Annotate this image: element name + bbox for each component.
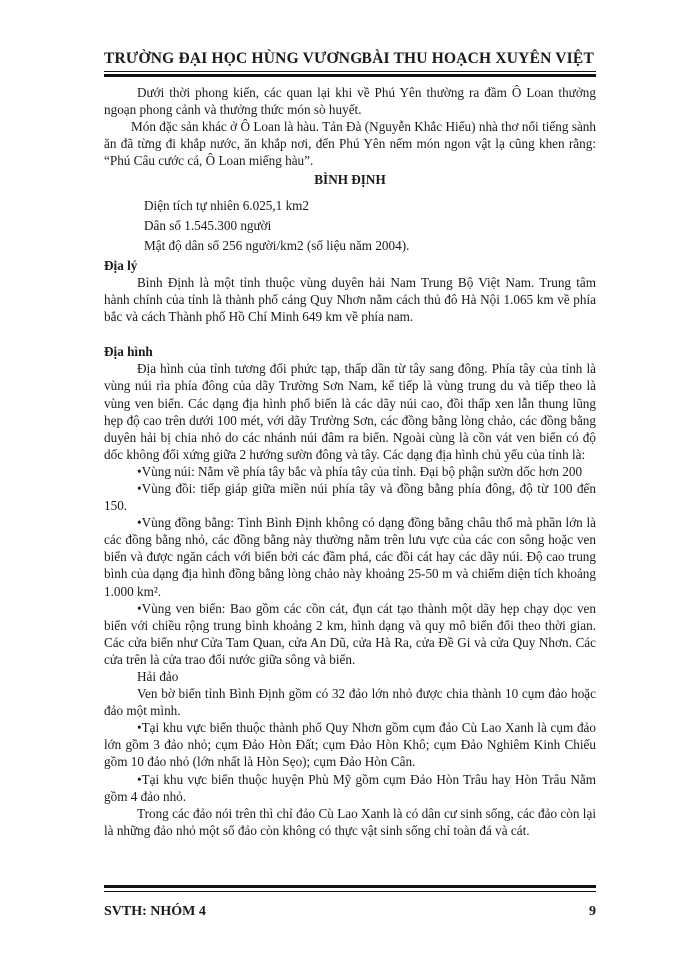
page-number: 9 — [589, 904, 596, 919]
bullet-vung-nui: •Vùng núi: Nằm về phía tây bắc và phía tây của tỉnh. Đại bộ phận sườn dốc hơn 200 — [137, 463, 583, 479]
heading-dia-hinh: Địa hình — [104, 344, 153, 360]
heading-dia-ly: Địa lý — [104, 257, 138, 273]
hai-dao-paragraph: Ven bờ biển tỉnh Bình Định gồm có 32 đảo lớn nhỏ được chia thành 10 cụm đảo hoặc đảo một mình. — [104, 686, 596, 719]
section-title: BÌNH ĐỊNH — [314, 172, 386, 188]
page-body — [104, 84, 596, 839]
intro-paragraph-2: Món đặc sản khác ở Ô Loan là hàu. Tản Đà (Nguyễn Khắc Hiếu) nhà thơ nổi tiếng sành ăn đã từng đi khắp nước, ăn khắp nơi, đến Phú Yên nếm món ngon vật lạ cũng khen rằng: “Phú Câu cước cá, Ô Loan miếng hàu”. — [104, 119, 596, 169]
bullet-vung-doi: •Vùng đồi: tiếp giáp giữa miền núi phía tây và đồng bằng phía đông, độ từ 100 đến 150. — [104, 480, 596, 514]
stat-population: Dân số 1.545.300 người — [144, 217, 272, 233]
province-stats — [104, 197, 596, 254]
bullet-vung-dong-bang: •Vùng đồng bằng: Tỉnh Bình Định không có dạng đồng bằng châu thổ mà phần lớn là các đồng bằng nhỏ, các đồng bằng này thường nằm trên lưu vực của các con sông hoặc ven biển và được ngăn cách với biển bởi các đầm phá, các đồi cát hay các dãy núi. Độ cao trung bình của dạng địa hình đồng bằng lòng chảo này khoảng 25-50 m và chiếm diện tích khoảng 1.000 km². — [104, 515, 596, 599]
header-rule-thick — [104, 74, 596, 77]
hai-dao-closing: Trong các đảo nói trên thì chỉ đảo Cù Lao Xanh là có dân cư sinh sống, các đảo còn lại là những đảo nhỏ một số đảo còn không có thực vật sinh sống chỉ toàn đá và cát. — [104, 805, 596, 838]
footer-rule-thin — [104, 891, 596, 892]
header-rule-thin — [104, 71, 596, 72]
bullet-vung-ven-bien: •Vùng ven biển: Bao gồm các cồn cát, đụn cát tạo thành một dãy hẹp chạy dọc ven biển với chiều rộng trung bình khoảng 2 km, hình dạng và quy mô biến đổi theo thời gian. Các cửa biển như Cửa Tam Quan, cửa An Dũ, cửa Hà Ra, cửa Đề Gi và cửa Quy Nhơn. Các cửa trên là cửa trao đổi nước giữa sông và biển. — [104, 600, 596, 667]
stat-area: Diện tích tự nhiên 6.025,1 km2 — [144, 197, 310, 213]
heading-hai-dao: Hải đảo — [137, 669, 179, 684]
intro-paragraph-1: Dưới thời phong kiến, các quan lại khi về Phú Yên thường ra đầm Ô Loan thưởng ngoạn phong cảnh và thưởng thức món sò huyết. — [104, 85, 596, 118]
bullet-quy-nhon: •Tại khu vực biển thuộc thành phố Quy Nhơn gồm cụm đảo Cù Lao Xanh là cụm đảo lớn gồm 3 đảo nhỏ; cụm Đảo Hòn Đất; cụm Đảo Hòn Khô; cụm Đảo Nghiêm Kinh Chiếu gồm 10 đảo nhỏ (lớn nhất là Hòn Sẹo); cụm Đảo Hòn Cân. — [104, 720, 596, 770]
page-header — [104, 50, 594, 72]
page-footer — [104, 904, 596, 924]
footer-group: SVTH: NHÓM 4 — [104, 904, 206, 919]
bullet-phu-my: •Tại khu vực biển thuộc huyện Phù Mỹ gồm cụm Đảo Hòn Trâu hay Hòn Trâu Nằm gồm 4 đảo nhỏ. — [104, 771, 596, 804]
header-report-title: BÀI THU HOẠCH XUYÊN VIỆT — [361, 50, 594, 67]
stat-density: Mật độ dân số 256 người/km2 (số liệu năm 2004). — [144, 237, 410, 253]
header-university: TRƯỜNG ĐẠI HỌC HÙNG VƯƠNG — [104, 50, 363, 67]
dia-hinh-paragraph: Địa hình của tỉnh tương đối phức tạp, thấp dần từ tây sang đông. Phía tây của tỉnh là vùng núi rìa phía đông của dãy Trường Sơn Nam, kế tiếp là vùng trung du và tiếp theo là vùng ven biển. Các dạng địa hình phổ biến là các dãy núi cao, đồi thấp xen lẫn thung lũng hẹp độ cao trên dưới 100 mét, với dãy Trường Sơn, các đồng bằng lòng chảo, các đồng bằng duyên hải bị chia nhỏ do các nhánh núi đâm ra biển. Ngoài cùng là cồn vát ven biển có độ dốc không đối xứng giữa 2 hướng sườn đông và tây. Các dạng địa hình chủ yếu của tỉnh là: — [104, 361, 596, 462]
dia-ly-paragraph: Bình Định là một tỉnh thuộc vùng duyên hải Nam Trung Bộ Việt Nam. Trung tâm hành chính của tỉnh là thành phố cảng Quy Nhơn nằm cách thủ đô Hà Nội 1.065 km về phía bắc và cách Thành phố Hồ Chí Minh 649 km về phía nam. — [104, 274, 596, 325]
footer-rule-thick — [104, 885, 596, 888]
